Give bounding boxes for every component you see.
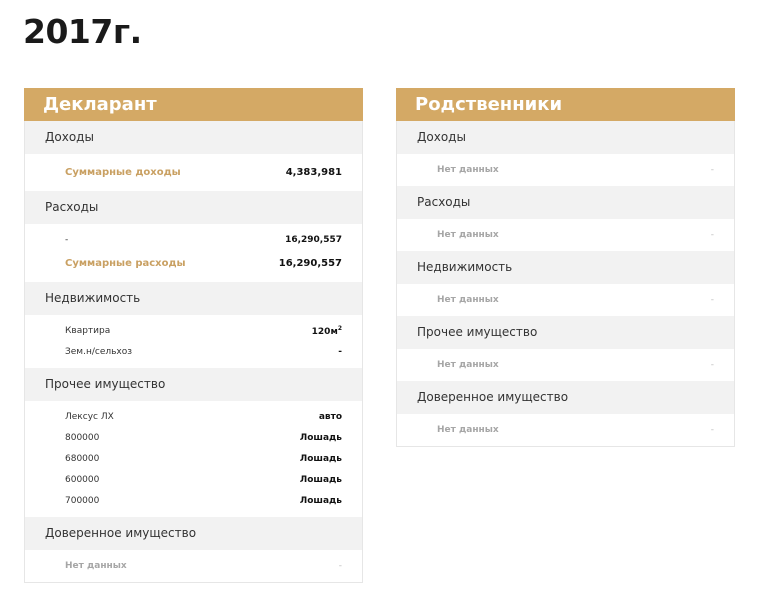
nodata-value: -: [710, 359, 714, 370]
income-rows: [25, 154, 362, 191]
nodata-row: [397, 159, 734, 180]
nodata-row: [397, 354, 734, 375]
property-row: [25, 469, 362, 490]
nodata-label: Нет данных: [65, 560, 127, 571]
relatives-realty-rows: [397, 284, 734, 316]
trust-property-rows: [25, 550, 362, 582]
relatives-other-property-rows: [397, 349, 734, 381]
realty-value: [312, 325, 342, 337]
relatives-section-other-property-title: Прочее имущество: [397, 316, 734, 349]
expenses-rows: [25, 224, 362, 282]
expenses-total-value: 16,290,557: [278, 257, 342, 269]
nodata-row: [397, 419, 734, 440]
section-expenses-title: Расходы: [25, 191, 362, 224]
property-row: [25, 490, 362, 511]
relatives-trust-property-rows: [397, 414, 734, 446]
relatives-section-income-title: Доходы: [397, 121, 734, 154]
income-total-row: [25, 159, 362, 185]
relatives-section-trust-property-title: Доверенное имущество: [397, 381, 734, 414]
nodata-label: Нет данных: [437, 229, 499, 240]
expenses-total-row: [25, 250, 362, 276]
nodata-row: [397, 224, 734, 245]
property-label: 800000: [65, 432, 100, 443]
property-value: Лошадь: [299, 432, 342, 443]
relatives-panel: [396, 88, 735, 447]
expenses-total-label: Суммарные расходы: [65, 257, 186, 269]
nodata-value: -: [710, 229, 714, 240]
nodata-value: -: [710, 294, 714, 305]
declarant-title: Декларант: [24, 88, 363, 121]
section-income-title: Доходы: [25, 121, 362, 154]
nodata-label: Нет данных: [437, 424, 499, 435]
expense-value: 16,290,557: [285, 234, 342, 245]
nodata-row: [25, 555, 362, 576]
realty-label: Зем.н/сельхоз: [65, 346, 133, 357]
nodata-value: -: [338, 560, 342, 571]
section-trust-property-title: Доверенное имущество: [25, 517, 362, 550]
expense-row: [25, 229, 362, 250]
property-row: [25, 427, 362, 448]
other-property-rows: [25, 401, 362, 517]
property-label: 600000: [65, 474, 100, 485]
realty-area-unit-sup: 2: [337, 324, 342, 332]
nodata-label: Нет данных: [437, 359, 499, 370]
realty-area: 120м: [311, 326, 338, 337]
nodata-value: -: [710, 164, 714, 175]
income-total-value: 4,383,981: [285, 166, 342, 178]
property-value: Лошадь: [299, 474, 342, 485]
section-other-property-title: Прочее имущество: [25, 368, 362, 401]
property-value: авто: [318, 411, 342, 422]
property-row: [25, 448, 362, 469]
property-label: 700000: [65, 495, 100, 506]
realty-row: [25, 320, 362, 341]
declarant-panel: [24, 88, 363, 583]
year-heading: 2017г.: [23, 12, 142, 51]
expense-label: -: [65, 234, 69, 245]
nodata-value: -: [710, 424, 714, 435]
realty-value: -: [338, 346, 342, 357]
nodata-label: Нет данных: [437, 164, 499, 175]
property-value: Лошадь: [299, 495, 342, 506]
income-total-label: Суммарные доходы: [65, 166, 181, 178]
property-value: Лошадь: [299, 453, 342, 464]
relatives-section-realty-title: Недвижимость: [397, 251, 734, 284]
property-label: 680000: [65, 453, 100, 464]
realty-row: [25, 341, 362, 362]
property-label: Лексус ЛХ: [65, 411, 114, 422]
relatives-title: Родственники: [396, 88, 735, 121]
section-realty-title: Недвижимость: [25, 282, 362, 315]
realty-label: Квартира: [65, 325, 111, 336]
relatives-section-expenses-title: Расходы: [397, 186, 734, 219]
property-row: [25, 406, 362, 427]
nodata-label: Нет данных: [437, 294, 499, 305]
realty-rows: [25, 315, 362, 368]
relatives-expenses-rows: [397, 219, 734, 251]
nodata-row: [397, 289, 734, 310]
relatives-income-rows: [397, 154, 734, 186]
